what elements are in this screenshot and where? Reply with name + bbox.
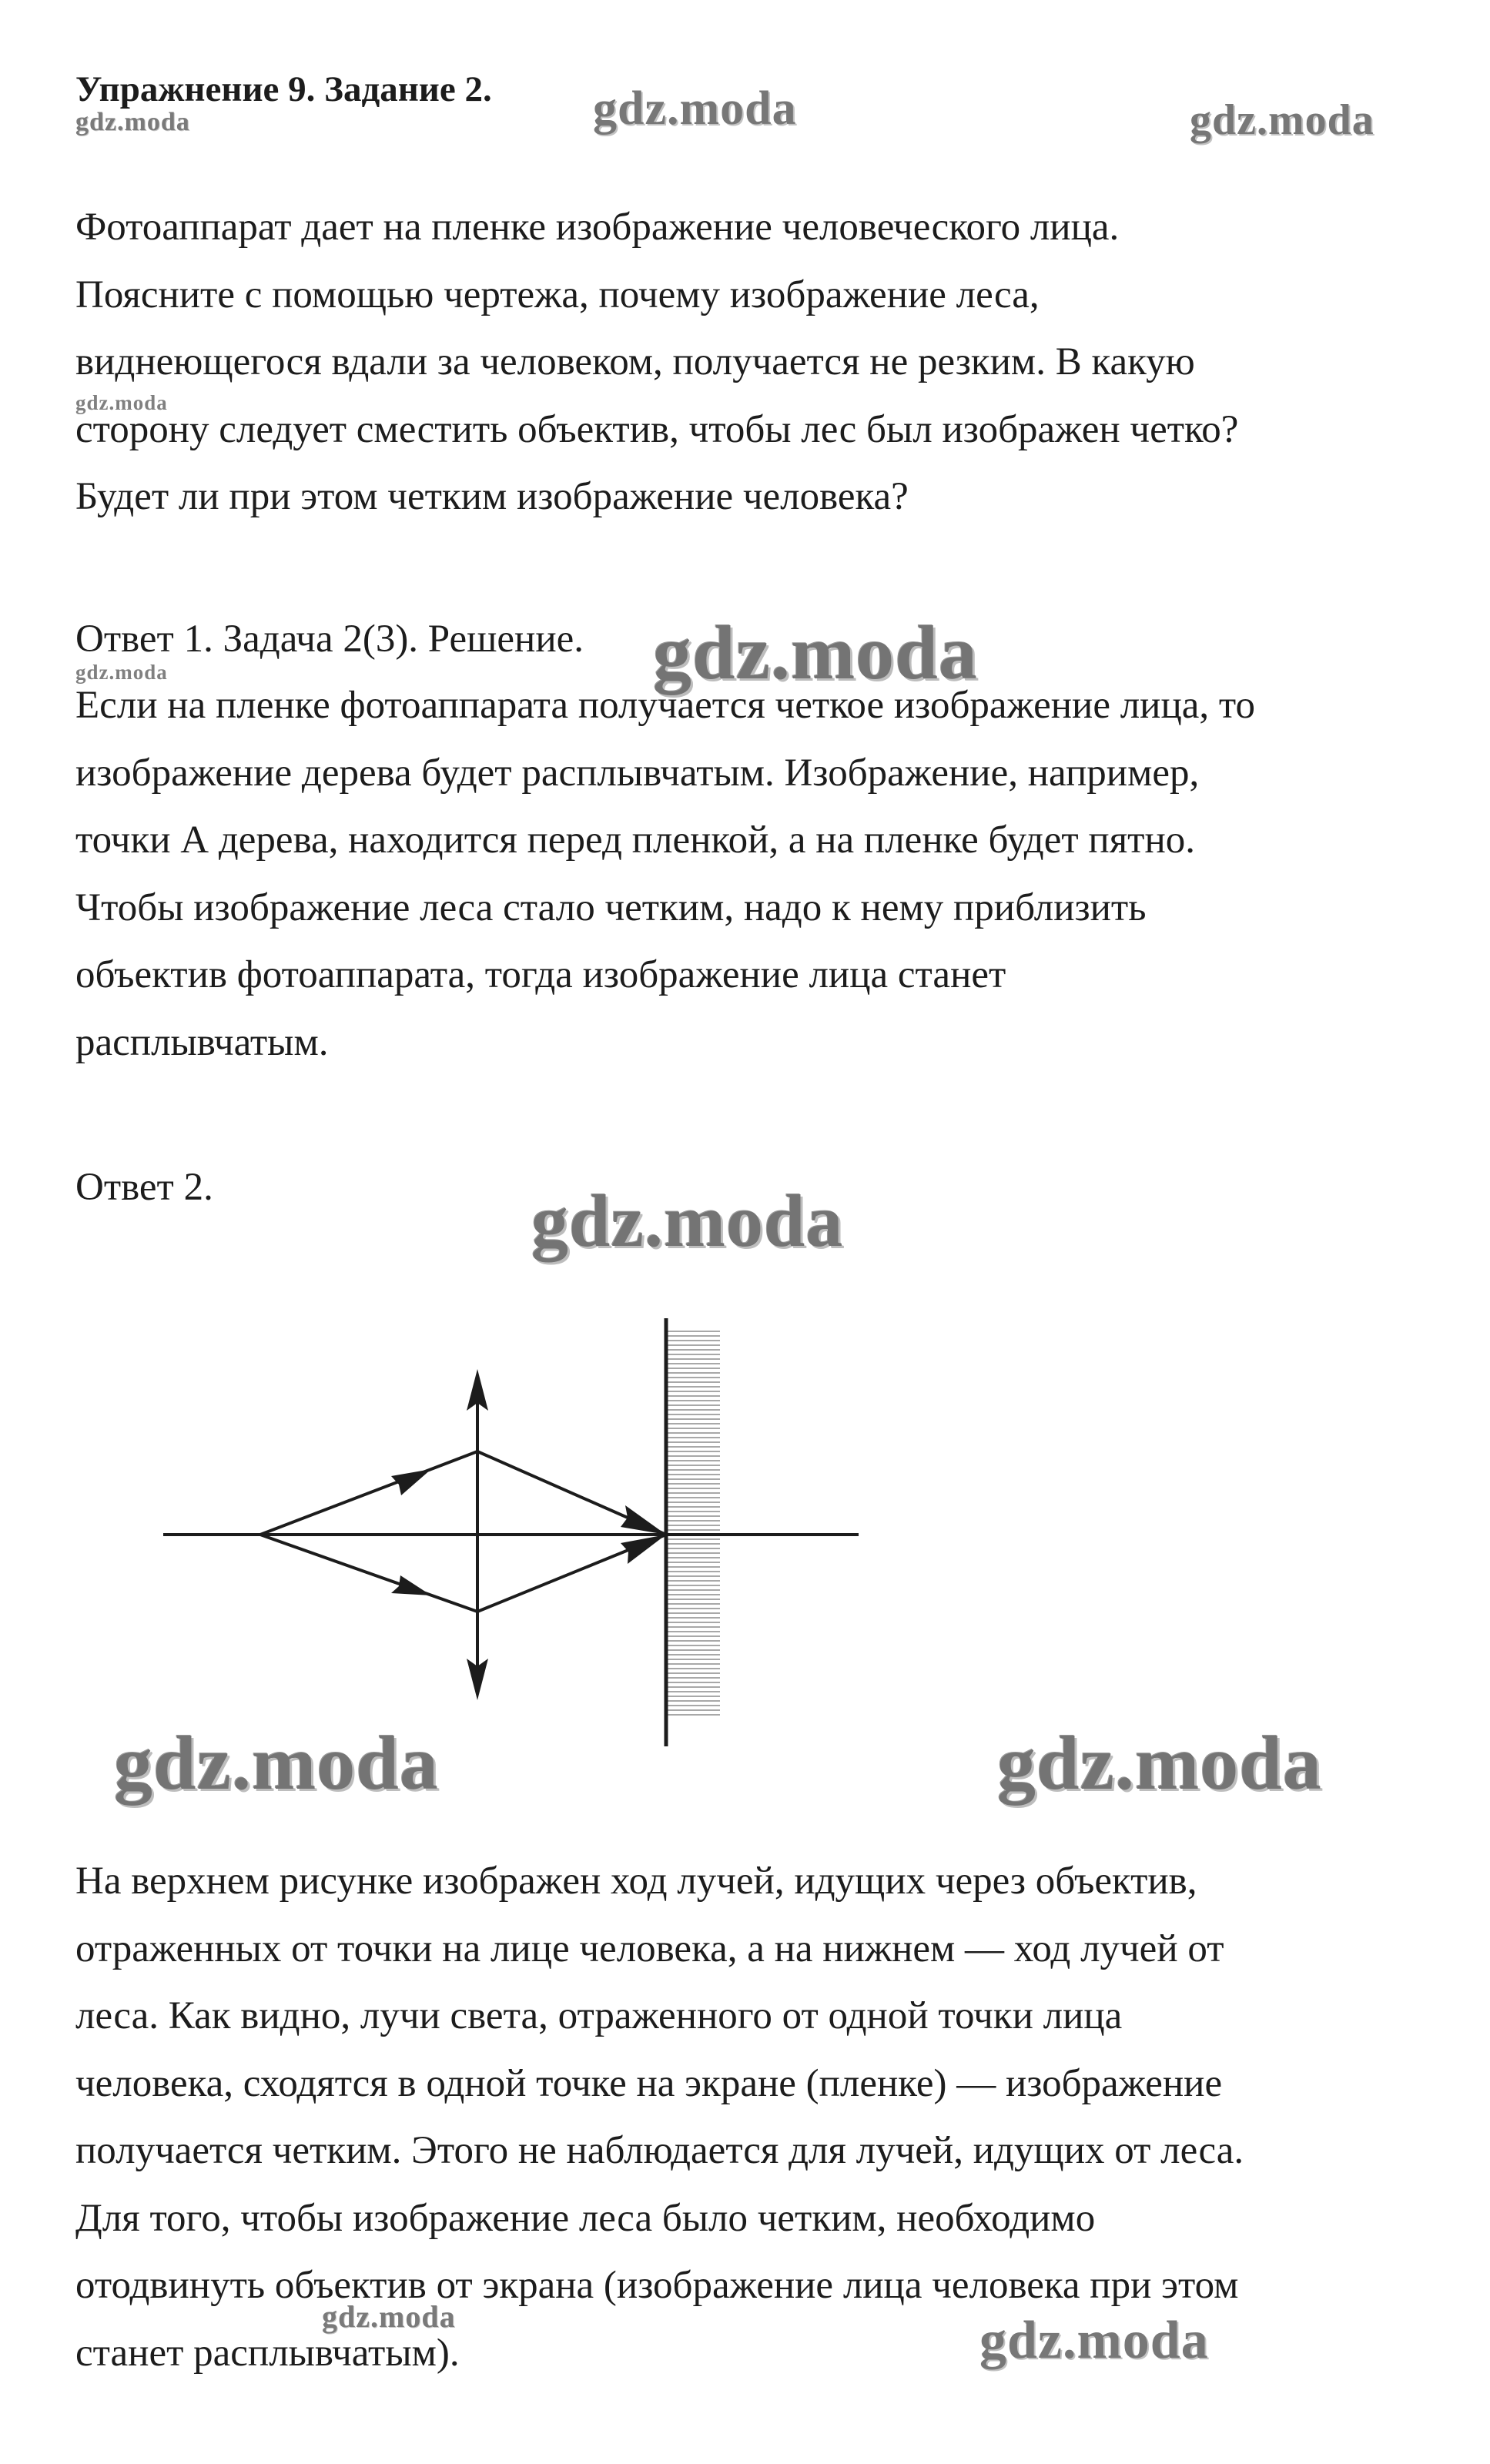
answer2-line: отодвинуть объектив от экрана (изображение лица человека при этом <box>75 2264 1239 2307</box>
ray-upper-incident-arrow <box>391 1469 431 1495</box>
watermark: gdz.moda <box>322 2299 456 2334</box>
ray-lower-refracted-arrow <box>621 1535 666 1564</box>
answer2-line: получается четким. Этого не наблюдается для лучей, идущих от леса. <box>75 2129 1244 2172</box>
watermark: gdz.moda <box>531 1180 844 1262</box>
watermark: gdz.moda <box>593 82 797 135</box>
watermark: gdz.moda <box>114 1720 439 1806</box>
ray-upper-refracted-arrow <box>621 1505 666 1535</box>
answer2-text <box>75 1848 1454 2387</box>
answer1-line: Чтобы изображение леса стало четким, надо к нему приблизить <box>75 886 1147 929</box>
answer1-line: объектив фотоаппарата, тогда изображение лица станет <box>75 953 1006 996</box>
watermark: gdz.moda <box>979 2311 1209 2370</box>
question-line: Фотоаппарат дает на пленке изображение человеческого лица. <box>75 206 1120 249</box>
watermark: gdz.moda <box>653 610 978 695</box>
answer1-line: расплывчатым. <box>75 1020 329 1064</box>
answer2-line: На верхнем рисунке изображен ход лучей, идущих через объектив, <box>75 1860 1197 1903</box>
answer1-line: изображение дерева будет расплывчатым. Изображение, например, <box>75 751 1200 795</box>
answer2-line: отраженных от точки на лице человека, а на нижнем — ход лучей от <box>75 1927 1224 1970</box>
answer2-line: человека, сходятся в одной точке на экране (пленке) — изображение <box>75 2061 1223 2105</box>
answer2-line: леса. Как видно, лучи света, отраженного от одной точки лица <box>75 1994 1123 2037</box>
ray-lower-incident <box>260 1535 477 1612</box>
ray-lower-incident-arrow <box>391 1575 431 1595</box>
watermark: gdz.moda <box>75 391 168 414</box>
answer2-line: станет расплывчатым). <box>75 2331 460 2375</box>
answer2-heading: Ответ 2. <box>75 1166 213 1209</box>
exercise-title: Упражнение 9. Задание 2. <box>75 69 492 109</box>
answer1-line: точки А дерева, находится перед пленкой, а на пленке будет пятно. <box>75 819 1195 862</box>
question-line: сторону следует сместить объектив, чтобы лес был изображен четко? <box>75 407 1239 451</box>
watermark: gdz.moda <box>1190 96 1374 144</box>
answer1-heading: Ответ 1. Задача 2(3). Решение. <box>75 618 584 661</box>
question-line: виднеющегося вдали за человеком, получается не резким. В какую <box>75 340 1195 383</box>
film-screen-hatch <box>666 1328 720 1717</box>
answer1-line: Если на пленке фотоаппарата получается четкое изображение лица, то <box>75 684 1256 727</box>
watermark: gdz.moda <box>997 1720 1322 1806</box>
watermark: gdz.moda <box>75 108 190 136</box>
question-line: Поясните с помощью чертежа, почему изображение леса, <box>75 273 1040 316</box>
ray-upper-incident <box>260 1451 477 1535</box>
answer2-line: Для того, чтобы изображение леса было четким, необходимо <box>75 2196 1096 2240</box>
watermark: gdz.moda <box>75 661 168 684</box>
question-line: Будет ли при этом четким изображение человека? <box>75 475 909 518</box>
